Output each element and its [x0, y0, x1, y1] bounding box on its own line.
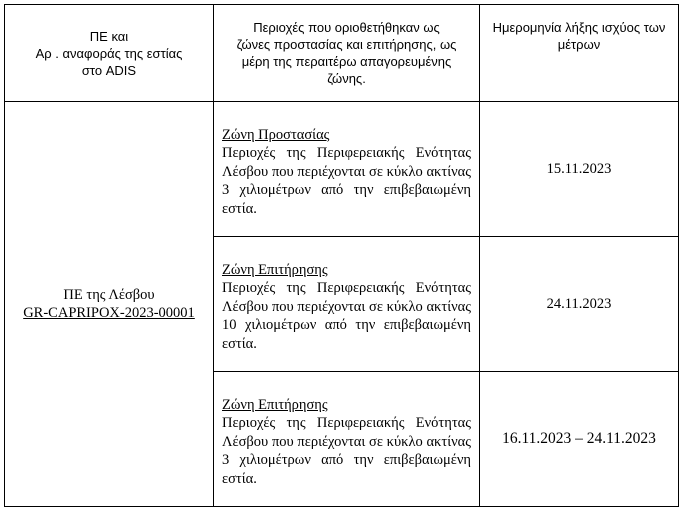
zone-cell — [214, 102, 480, 237]
header-area-line: ΠΕ και — [89, 28, 129, 44]
zone-title: Ζώνη Επιτήρησης — [222, 261, 328, 278]
header-area-line: Αρ . αναφοράς της εστίας — [35, 45, 183, 61]
expiry-date: 24.11.2023 — [546, 295, 612, 312]
zone-title: Ζώνη Προστασίας — [222, 126, 330, 143]
zone-description: Περιοχές της Περιφερειακής Ενότητας Λέσβου που περιέχονται σε κύκλο ακτίνας 3 χιλιομέτρων από την επιβεβαιωμένη εστία. — [222, 415, 471, 487]
expiry-date: 16.11.2023 – 24.11.2023 — [502, 429, 656, 447]
outbreak-adis-code: GR-CAPRIPOX-2023-00001 — [23, 305, 195, 321]
header-expiry-line: Ημερομηνία λήξης ισχύος των — [492, 20, 666, 35]
outbreak-cell — [5, 102, 214, 507]
expiry-date-cell — [480, 237, 679, 372]
header-area-line: στο ADIS — [81, 62, 137, 78]
header-zones-line: μέρη της περαιτέρω απαγορευμένης — [241, 54, 452, 69]
header-zones-line: ζώνης. — [327, 71, 366, 86]
expiry-date-cell — [480, 372, 679, 507]
zone-title: Ζώνη Επιτήρησης — [222, 396, 328, 413]
header-expiry-date — [480, 5, 679, 102]
header-zones-line: Περιοχές που οριοθετήθηκαν ως — [253, 20, 440, 35]
header-zones — [214, 5, 480, 102]
header-zones-line: ζώνες προστασίας και επιτήρησης, ως — [236, 37, 457, 52]
zone-description: Περιοχές της Περιφερειακής Ενότητας Λέσβου που περιέχονται σε κύκλο ακτίνας 3 χιλιομέτρων από την επιβεβαιωμένη εστία. — [222, 145, 471, 217]
outbreak-region: ΠΕ της Λέσβου — [63, 286, 155, 303]
header-area-adis — [5, 5, 214, 102]
zone-cell — [214, 237, 480, 372]
header-expiry-line: μέτρων — [557, 37, 601, 52]
table-row — [5, 102, 679, 237]
zone-description: Περιοχές της Περιφερειακής Ενότητας Λέσβου που περιέχονται σε κύκλο ακτίνας 10 χιλιομέτρων από την επιβεβαιωμένη εστία. — [222, 280, 471, 352]
expiry-date: 15.11.2023 — [546, 160, 612, 177]
zones-table — [4, 4, 679, 507]
zone-cell — [214, 372, 480, 507]
header-row — [5, 5, 679, 102]
expiry-date-cell — [480, 102, 679, 237]
